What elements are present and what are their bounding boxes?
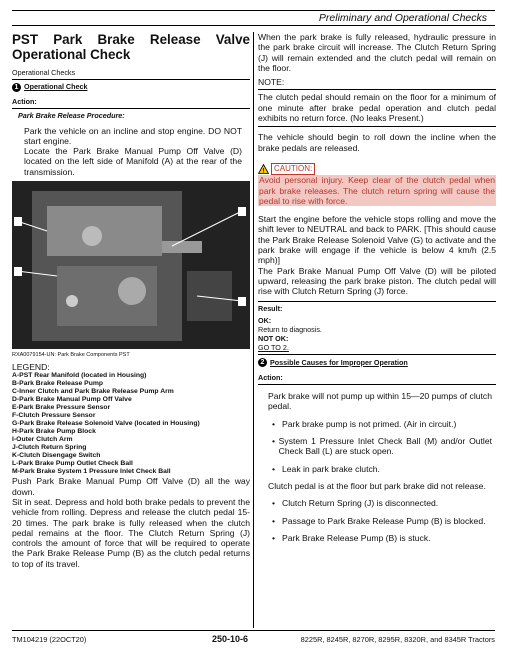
page-number: 250-10-6 bbox=[212, 634, 249, 644]
bullet-item: • Leak in park brake clutch. bbox=[272, 463, 380, 474]
paragraph: Sit in seat. Depress and hold both brake pedals to prevent the vehicle from rolling. Depress and release the clutch pedal 15-20 times. The park brake is fully released when the clutch pedal remains at the floor. The Clutch Return Spring (J) controls the amount of force that will be required to operate the Park Brake Release Pump (B) as the clutch pedal returns to top of its travel. bbox=[12, 496, 250, 569]
bullet-item: • System 1 Pressure Inlet Check Ball (M) and/or Outlet Check Ball (L) are stuck open. bbox=[272, 436, 492, 457]
bullet-list bbox=[272, 498, 492, 543]
paragraph: Park brake will not pump up within 15—20 pumps of clutch pedal. bbox=[268, 391, 492, 412]
caution-box bbox=[258, 163, 496, 206]
legend-item: D-Park Brake Manual Pump Off Valve bbox=[12, 396, 132, 404]
result-label: Result: bbox=[258, 303, 283, 313]
bullet-item: • Park Brake Release Pump (B) is stuck. bbox=[272, 532, 431, 543]
legend-item: J-Clutch Return Spring bbox=[12, 444, 87, 452]
legend-item: G-Park Brake Release Solenoid Valve (located in Housing) bbox=[12, 420, 200, 428]
legend-item: M-Park Brake System 1 Pressure Inlet Check Ball bbox=[12, 468, 171, 476]
right-column bbox=[258, 32, 496, 550]
note-text: The clutch pedal should remain on the floor for a minimum of one minute after brake pedal operation and clutch pedal exhibits no return force. (No leaks Present.) bbox=[258, 92, 496, 124]
legend-item: B-Park Brake Release Pump bbox=[12, 380, 104, 388]
svg-text:!: ! bbox=[262, 168, 265, 175]
action-label: Action: bbox=[258, 373, 283, 383]
procedure-label: Park Brake Release Procedure: bbox=[18, 110, 125, 120]
paragraph: Park the vehicle on an incline and stop engine. DO NOT start engine. bbox=[24, 125, 242, 146]
breadcrumb: Operational Checks bbox=[12, 68, 76, 77]
ok-label: OK: bbox=[258, 315, 272, 325]
caution-label: CAUTION: bbox=[271, 163, 315, 175]
divider bbox=[258, 301, 496, 302]
legend-title: LEGEND: bbox=[12, 362, 50, 373]
legend-item: F-Clutch Pressure Sensor bbox=[12, 412, 96, 420]
bullet-list bbox=[272, 419, 492, 474]
paragraph: The Park Brake Manual Pump Off Valve (D) will be piloted upward, releasing the park brake piston. The clutch pedal will rise with Clutch Return Spring (J) force. bbox=[258, 265, 496, 297]
section-title: Preliminary and Operational Checks bbox=[318, 12, 487, 24]
step-1-heading bbox=[12, 82, 250, 92]
caution-text: Avoid personal injury. Keep clear of the clutch pedal when park brake releases. The clutch return spring will cause the pedal to rise with force. bbox=[259, 175, 495, 206]
models-list: 8225R, 8245R, 8270R, 8295R, 8320R, and 8345R Tractors bbox=[300, 635, 495, 644]
divider bbox=[258, 126, 496, 127]
legend-list bbox=[12, 372, 250, 476]
components-illustration bbox=[12, 181, 250, 349]
paragraph: Clutch pedal is at the floor but park brake did not release. bbox=[268, 480, 486, 491]
divider bbox=[258, 354, 496, 355]
warning-icon bbox=[258, 164, 269, 174]
header-band bbox=[12, 10, 495, 26]
bullet-item: • Passage to Park Brake Release Pump (B) is blocked. bbox=[272, 515, 486, 526]
page-title: PST Park Brake Release Valve Operational Check bbox=[12, 32, 250, 62]
legend-item: K-Clutch Disengage Switch bbox=[12, 452, 101, 460]
step-title[interactable]: Possible Causes for Improper Operation bbox=[270, 357, 408, 367]
column-divider bbox=[253, 32, 254, 628]
image-caption: RXA0079154-UN: Park Brake Components PST bbox=[12, 352, 130, 359]
divider bbox=[258, 89, 496, 90]
doc-id: TM104219 (22OCT20) bbox=[12, 635, 87, 644]
caution-heading bbox=[258, 163, 496, 175]
step-number-badge: 1 bbox=[12, 83, 21, 92]
paragraph: The vehicle should begin to roll down the incline when the brake pedals are released. bbox=[258, 132, 496, 153]
step-title[interactable]: Operational Check bbox=[24, 82, 88, 91]
bullet-item: • Clutch Return Spring (J) is disconnected. bbox=[272, 498, 439, 509]
paragraph: Locate the Park Brake Manual Pump Off Valve (D) located on the left side of Manifold (A) at the rear of the transmission. bbox=[24, 146, 242, 177]
ok-text: Return to diagnosis. bbox=[258, 324, 322, 334]
goto-link[interactable]: GO TO 2. bbox=[258, 342, 289, 352]
legend-item: H-Park Brake Pump Block bbox=[12, 428, 96, 436]
legend-item: E-Park Brake Pressure Sensor bbox=[12, 404, 111, 412]
legend-item: I-Outer Clutch Arm bbox=[12, 436, 73, 444]
footer bbox=[12, 630, 495, 646]
legend-item: L-Park Brake Pump Outlet Check Ball bbox=[12, 460, 133, 468]
divider bbox=[12, 79, 250, 80]
notok-label: NOT OK: bbox=[258, 333, 289, 343]
paragraph: When the park brake is fully released, hydraulic pressure in the park brake circuit will increase. The Clutch Return Spring (J) will remain extended and the clutch pedal will remain on the floor. bbox=[258, 32, 496, 73]
divider bbox=[12, 108, 250, 109]
note-label: NOTE: bbox=[258, 77, 285, 88]
paragraph: Start the engine before the vehicle stops rolling and move the shift lever to NEUTRAL and back to PARK. [This should cause the Park Brake Release Solenoid Valve (G) to activate and the park brake will engage if the vehicle is below 4 km/h (2.5 mph)] bbox=[258, 214, 496, 266]
left-column bbox=[12, 32, 250, 569]
step-2-heading bbox=[258, 358, 496, 368]
divider bbox=[258, 384, 496, 385]
legend-item: C-Inner Clutch and Park Brake Release Pump Arm bbox=[12, 388, 174, 396]
legend-item: A-PST Rear Manifold (located in Housing) bbox=[12, 372, 147, 380]
paragraph: Push Park Brake Manual Pump Off Valve (D) all the way down. bbox=[12, 476, 250, 497]
action-label: Action: bbox=[12, 96, 37, 106]
components-photo bbox=[12, 181, 250, 349]
step-number-badge: 2 bbox=[258, 358, 267, 367]
bullet-item: • Park brake pump is not primed. (Air in circuit.) bbox=[272, 418, 457, 429]
